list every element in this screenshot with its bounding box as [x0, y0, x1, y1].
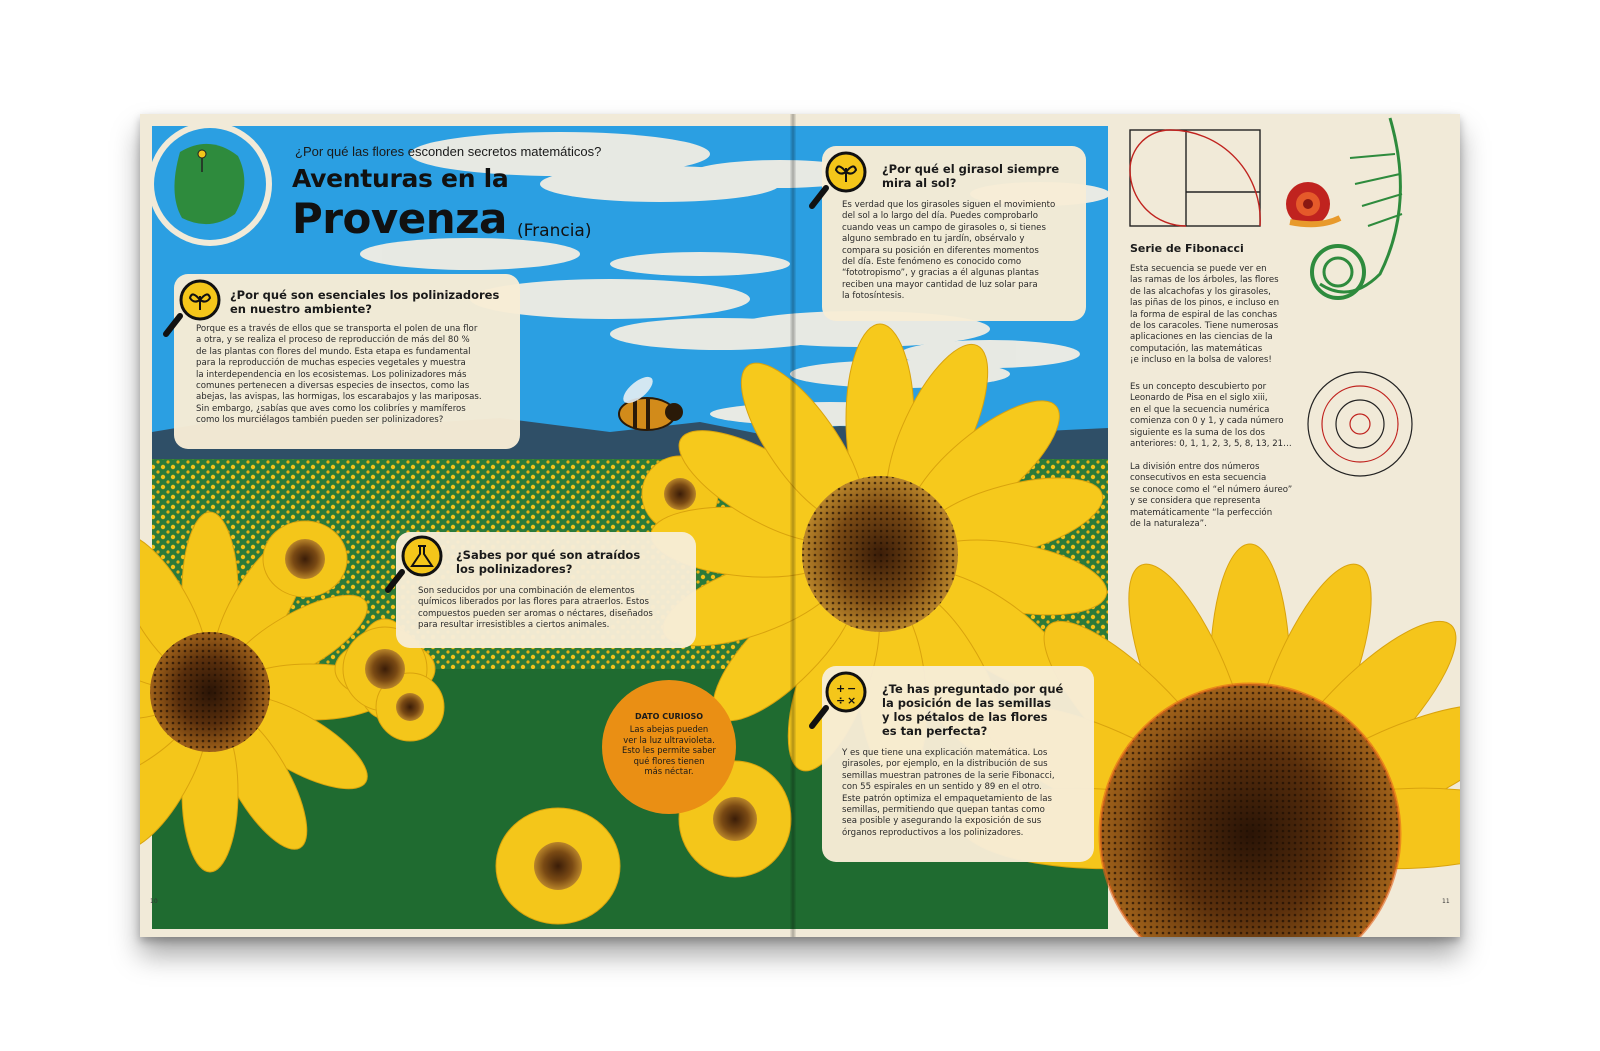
dato-body: Las abejas pueden ver la luz ultravioleta. Esto les permite saber qué flores tienen más néctar. [622, 724, 716, 777]
box-heading: ¿Por qué son esenciales los polinizadores en nuestro ambiente? [230, 288, 500, 316]
pinecone-icon [1308, 372, 1412, 476]
svg-text:×: × [847, 694, 857, 707]
box-body: Son seducidos por una combinación de elementos químicos liberados por las flores para atraerlos. Estos compuestos pueden ser aromas o néctares, diseñados para resultar irresistibles a ciertos animales. [418, 586, 653, 631]
fibonacci-para-1: Esta secuencia se puede ver en las ramas de los árboles, las flores de las alcachofas y los girasoles, las piñas de los pinos, e incluso en la forma de espiral de las conchas de los caracoles. Tiene numerosas aplicaciones en las ciencias de la computación, las matemáticas ¡e incluso en la bolsa de valores! [1130, 264, 1280, 366]
globe-icon [148, 122, 272, 246]
page-title-line1: Aventuras en la [292, 164, 509, 193]
magnifier-math-icon [808, 670, 872, 734]
magnifier-plant-icon [808, 150, 872, 214]
page-title-line2: Provenza [292, 194, 507, 243]
book-gutter [790, 114, 796, 937]
fibonacci-para-3: La división entre dos números consecutivos en esta secuencia se conoce como el “el número áureo” y se considera que representa matemáticamente “la perfección de la naturaleza”. [1130, 462, 1293, 530]
fibonacci-heading: Serie de Fibonacci [1130, 242, 1244, 255]
page-number-right: 11 [1442, 898, 1450, 905]
box-heading: ¿Te has preguntado por qué la posición de las semillas y los pétalos de las flores es tan perfecta? [882, 682, 1064, 738]
dato-heading: DATO CURIOSO [634, 712, 704, 721]
magnifier-flask-icon [384, 534, 448, 598]
book-spread [140, 114, 1460, 937]
page-title-country: (Francia) [517, 221, 592, 241]
box-heading: ¿Por qué el girasol siempre mira al sol? [882, 162, 1060, 190]
page-kicker: ¿Por qué las flores esconden secretos matemáticos? [295, 144, 602, 159]
fibonacci-para-2: Es un concepto descubierto por Leonardo de Pisa en el siglo xiii, en el que la secuencia numérica comienza con 0 y 1, y cada número siguiente es la suma de los dos anteriores: 0, 1, 1, 2, 3, 5, 8, 13, 21… [1130, 382, 1292, 450]
box-body: Es verdad que los girasoles siguen el movimiento del sol a lo largo del día. Puedes comprobarlo cuando veas un campo de girasoles o, si tienes alguno sembrado en tu jardín, obsérvalo y compara su posición en diferentes momentos del día. Este fenómeno es conocido como “fototropismo”, y gracias a él algunas plantas reciben una mayor cantidad de luz solar para la fotosíntesis. [842, 200, 1056, 302]
box-body: Porque es a través de ellos que se transporta el polen de una flor a otra, y se realiza el proceso de reproducción de más del 80 % de las plantas con flores del mundo. Esta etapa es fundamental para la reproducción de muchas especies vegetales y muestra la interdependencia en los ecosistemas. Los polinizadores más comunes pertenecen a diversas especies de insectos, como las abejas, las avispas, las hormigas, los escarabajos y las mariposas. Sin embargo, ¿sabías que aves como los colibríes y mamíferos como los murciélagos también pueden ser polinizadores? [196, 324, 482, 426]
magnifier-plant-icon [162, 278, 226, 342]
golden-spiral-icon [1130, 130, 1260, 226]
dato-curioso-badge [602, 680, 736, 814]
svg-text:−: − [847, 682, 857, 695]
snail-icon [1286, 182, 1340, 226]
svg-text:÷: ÷ [836, 694, 846, 707]
page-number-left: 10 [150, 898, 158, 905]
svg-text:+: + [836, 682, 846, 695]
box-body: Y es que tiene una explicación matemática. Los girasoles, por ejemplo, en la distribución de sus semillas muestran patrones de la serie Fibonacci, con 55 espirales en un sentido y 89 en el otro. Este patrón optimiza el empaquetamiento de las semillas, permitiendo que quepan tantas como sea posible y asegurando la exposición de sus órganos reproductivos a los polinizadores. [842, 748, 1055, 838]
box-heading: ¿Sabes por qué son atraídos los polinizadores? [456, 548, 641, 576]
